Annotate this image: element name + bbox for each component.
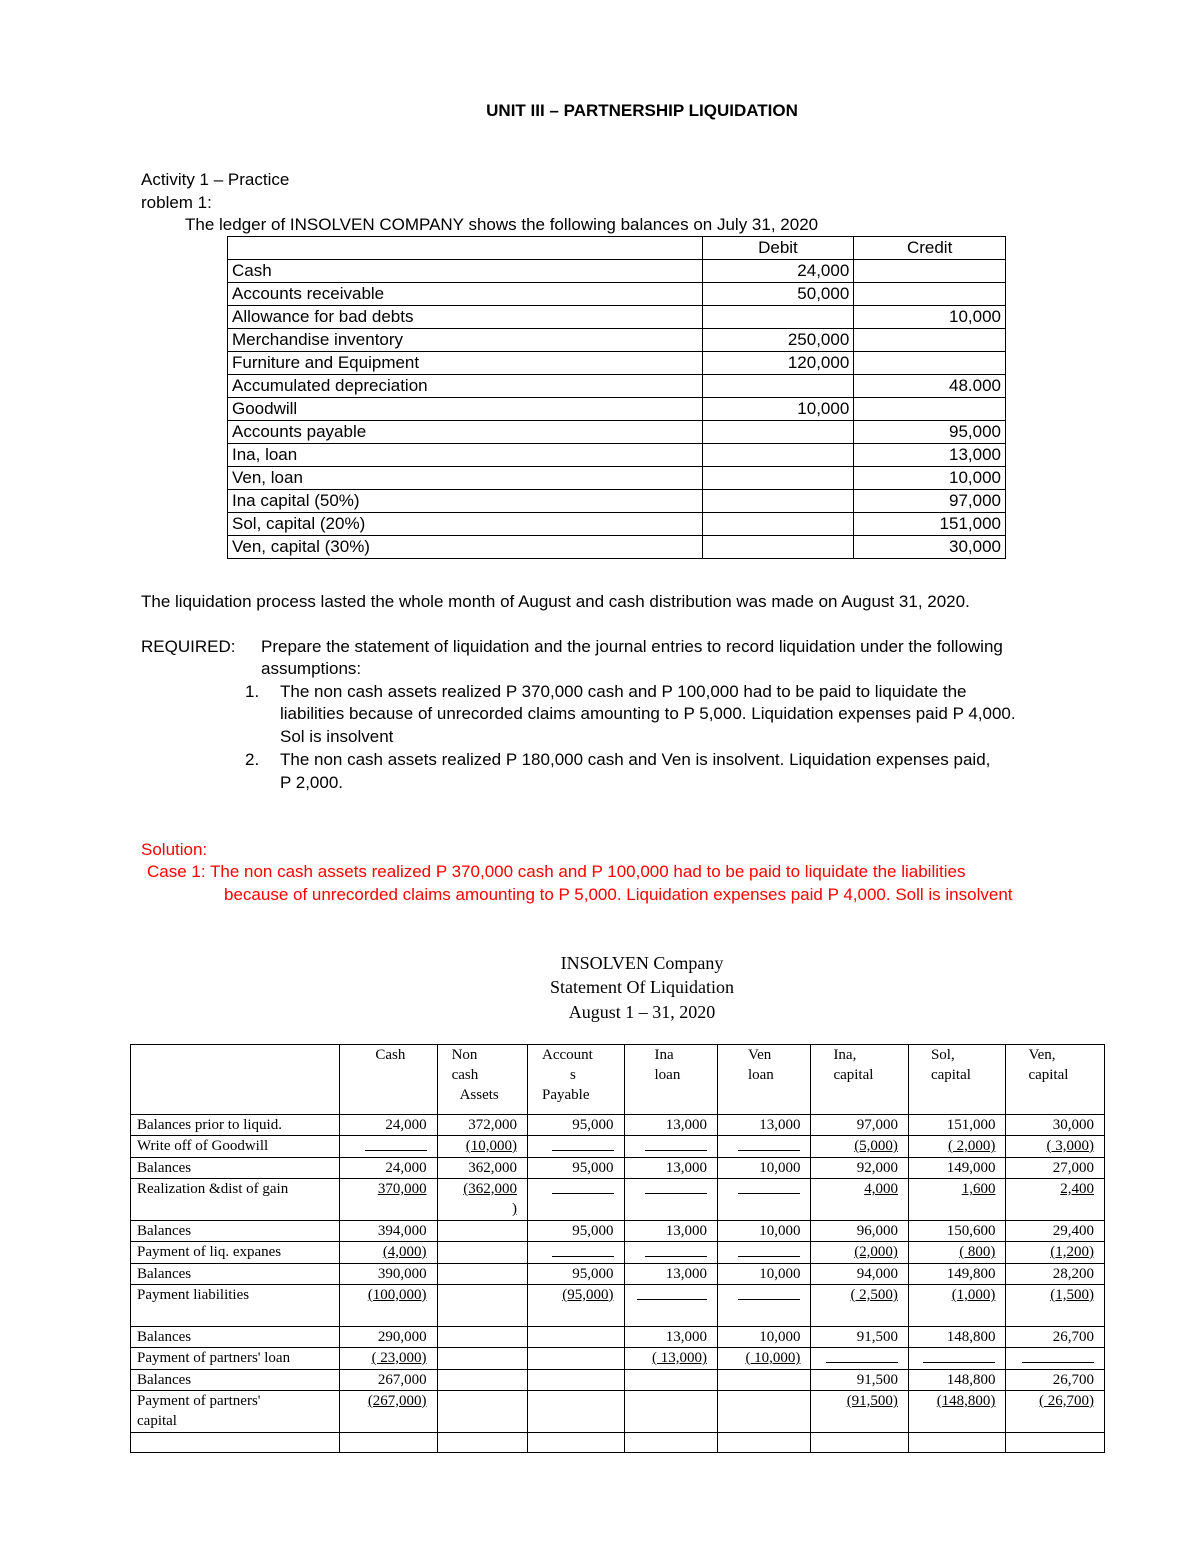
cell-noncash xyxy=(437,1327,527,1348)
assumption-number: 2. xyxy=(245,750,260,769)
ledger-credit: 10,000 xyxy=(854,467,1006,490)
cell-cash: 370,000 xyxy=(340,1179,438,1221)
ledger-account: Ven, loan xyxy=(228,467,703,490)
cell-noncash-part1: (362,000 xyxy=(463,1181,518,1197)
cell-inacap: 91,500 xyxy=(811,1327,909,1348)
underline-blank xyxy=(645,1136,707,1151)
row-label: Balances xyxy=(131,1327,340,1348)
cell-inaloan xyxy=(624,1242,717,1264)
header-inacap-l2: capital xyxy=(833,1067,874,1083)
problem-label: roblem 1: xyxy=(141,193,212,212)
empty-cell xyxy=(131,1433,340,1453)
required-line1: Prepare the statement of liquidation and the journal entries to record liquidation under the following xyxy=(261,637,1003,656)
statement-header-row xyxy=(131,1045,1105,1115)
assumption-number: 1. xyxy=(245,682,260,701)
statement-period: August 1 – 31, 2020 xyxy=(568,1002,716,1022)
cell-venloan: 10,000 xyxy=(717,1221,810,1242)
cell-solcap: (148,800) xyxy=(908,1391,1006,1433)
header-noncash xyxy=(437,1045,527,1115)
statement-row xyxy=(131,1221,1105,1242)
cell-ap xyxy=(528,1370,624,1391)
ledger-debit: 50,000 xyxy=(702,283,854,306)
liquidation-statement-table xyxy=(130,1044,1105,1453)
underline-blank xyxy=(1022,1348,1094,1363)
ledger-credit xyxy=(854,352,1006,375)
cell-venloan xyxy=(717,1370,810,1391)
ledger-credit: 97,000 xyxy=(854,490,1006,513)
empty-cell xyxy=(908,1433,1006,1453)
ledger-debit xyxy=(702,421,854,444)
ledger-row xyxy=(228,283,1006,306)
statement-row xyxy=(131,1158,1105,1179)
cell-vencap: 26,700 xyxy=(1006,1370,1105,1391)
row-label: Balances prior to liquid. xyxy=(131,1115,340,1136)
ledger-debit xyxy=(702,536,854,559)
ledger-debit xyxy=(702,375,854,398)
cell-ap xyxy=(528,1179,624,1221)
underline-blank xyxy=(365,1136,427,1151)
ledger-account: Sol, capital (20%) xyxy=(228,513,703,536)
header-vencap xyxy=(1006,1045,1105,1115)
ledger-account: Goodwill xyxy=(228,398,703,421)
header-ap-l2: s xyxy=(570,1067,576,1083)
cell-inaloan xyxy=(624,1285,717,1327)
cell-cash xyxy=(340,1136,438,1158)
cell-ap: 95,000 xyxy=(528,1221,624,1242)
cell-cash: (267,000) xyxy=(340,1391,438,1433)
cell-cash: 290,000 xyxy=(340,1327,438,1348)
cell-solcap xyxy=(908,1348,1006,1370)
ledger-credit: 13,000 xyxy=(854,444,1006,467)
cell-inaloan: 13,000 xyxy=(624,1221,717,1242)
cell-inaloan xyxy=(624,1179,717,1221)
underline-blank xyxy=(826,1348,898,1363)
cell-inacap: 96,000 xyxy=(811,1221,909,1242)
cell-inacap: 91,500 xyxy=(811,1370,909,1391)
statement-row xyxy=(131,1136,1105,1158)
ledger-row xyxy=(228,375,1006,398)
row-label: Write off of Goodwill xyxy=(131,1136,340,1158)
ledger-credit xyxy=(854,398,1006,421)
ledger-header-row xyxy=(228,237,1006,260)
cell-inaloan xyxy=(624,1136,717,1158)
cell-noncash: 362,000 xyxy=(437,1158,527,1179)
cell-venloan xyxy=(717,1391,810,1433)
solution-label: Solution: xyxy=(141,840,208,859)
assumption-line: liabilities because of unrecorded claims amounting to P 5,000. Liquidation expenses paid P 4,000. xyxy=(280,704,1016,723)
cell-inacap xyxy=(811,1348,909,1370)
header-venloan xyxy=(717,1045,810,1115)
cell-venloan xyxy=(717,1285,810,1327)
case-line-2: because of unrecorded claims amounting to P 5,000. Liquidation expenses paid P 4,000. Soll is insolvent xyxy=(224,885,1013,904)
header-noncash-l1: Non xyxy=(451,1047,478,1063)
ledger-credit: 10,000 xyxy=(854,306,1006,329)
statement-row xyxy=(131,1370,1105,1391)
cell-venloan xyxy=(717,1136,810,1158)
cell-solcap: 149,800 xyxy=(908,1264,1006,1285)
ledger-debit: 250,000 xyxy=(702,329,854,352)
header-inaloan-l1: Ina xyxy=(654,1047,674,1063)
ledger-credit: 30,000 xyxy=(854,536,1006,559)
cell-venloan: 10,000 xyxy=(717,1327,810,1348)
cell-ap: 95,000 xyxy=(528,1115,624,1136)
cell-inacap: (2,000) xyxy=(811,1242,909,1264)
cell-vencap: (1,500) xyxy=(1006,1285,1105,1327)
ledger-credit xyxy=(854,283,1006,306)
cell-vencap: ( 26,700) xyxy=(1006,1391,1105,1433)
ledger-row xyxy=(228,444,1006,467)
underline-blank xyxy=(552,1136,614,1151)
statement-row xyxy=(131,1391,1105,1433)
header-venloan-l1: Ven xyxy=(747,1047,772,1063)
row-label: Payment liabilities xyxy=(131,1285,340,1327)
cell-solcap: 150,600 xyxy=(908,1221,1006,1242)
header-inaloan xyxy=(624,1045,717,1115)
cell-noncash xyxy=(437,1285,527,1327)
cell-inaloan xyxy=(624,1370,717,1391)
row-label xyxy=(131,1391,340,1433)
cell-noncash xyxy=(437,1179,527,1221)
ledger-account: Allowance for bad debts xyxy=(228,306,703,329)
row-label: Balances xyxy=(131,1264,340,1285)
row-label: Payment of partners' loan xyxy=(131,1348,340,1370)
ledger-account: Ina capital (50%) xyxy=(228,490,703,513)
ledger-debit xyxy=(702,513,854,536)
underline-blank xyxy=(738,1285,800,1300)
cell-venloan: ( 10,000) xyxy=(717,1348,810,1370)
cell-noncash xyxy=(437,1348,527,1370)
underline-blank xyxy=(738,1179,800,1194)
empty-cell xyxy=(717,1433,810,1453)
ledger-debit: 120,000 xyxy=(702,352,854,375)
cell-solcap: 151,000 xyxy=(908,1115,1006,1136)
ledger-debit xyxy=(702,490,854,513)
cell-vencap: 26,700 xyxy=(1006,1327,1105,1348)
cell-vencap: 29,400 xyxy=(1006,1221,1105,1242)
ledger-account: Accounts receivable xyxy=(228,283,703,306)
empty-cell xyxy=(811,1433,909,1453)
underline-blank xyxy=(637,1285,707,1300)
page-title: UNIT III – PARTNERSHIP LIQUIDATION xyxy=(486,101,798,120)
cell-ap: 95,000 xyxy=(528,1264,624,1285)
cell-noncash xyxy=(437,1370,527,1391)
cell-noncash: 372,000 xyxy=(437,1115,527,1136)
cell-vencap: 30,000 xyxy=(1006,1115,1105,1136)
cell-solcap: 148,800 xyxy=(908,1370,1006,1391)
cell-inacap: (91,500) xyxy=(811,1391,909,1433)
case-line-1: Case 1: The non cash assets realized P 370,000 cash and P 100,000 had to be paid to liquidate the liabilities xyxy=(147,862,966,881)
header-vencap-l2: capital xyxy=(1028,1067,1069,1083)
cell-cash: 390,000 xyxy=(340,1264,438,1285)
liquidation-note: The liquidation process lasted the whole month of August and cash distribution was made on August 31, 2020. xyxy=(141,592,970,611)
underline-blank xyxy=(552,1179,614,1194)
cell-ap: 95,000 xyxy=(528,1158,624,1179)
ledger-header-debit: Debit xyxy=(702,237,854,260)
cell-vencap: (1,200) xyxy=(1006,1242,1105,1264)
cell-vencap: 28,200 xyxy=(1006,1264,1105,1285)
cell-inacap: 97,000 xyxy=(811,1115,909,1136)
statement-name: Statement Of Liquidation xyxy=(550,977,734,997)
cell-inacap: (5,000) xyxy=(811,1136,909,1158)
ledger-account: Accounts payable xyxy=(228,421,703,444)
header-vencap-l1: Ven, xyxy=(1028,1047,1056,1063)
ledger-row xyxy=(228,421,1006,444)
cell-venloan xyxy=(717,1179,810,1221)
ledger-account: Furniture and Equipment xyxy=(228,352,703,375)
assumption-line: Sol is insolvent xyxy=(280,727,394,746)
header-noncash-l2: cash xyxy=(451,1067,479,1083)
header-inaloan-l2: loan xyxy=(654,1067,681,1083)
ledger-intro: The ledger of INSOLVEN COMPANY shows the following balances on July 31, 2020 xyxy=(185,215,819,234)
row-label: Balances xyxy=(131,1158,340,1179)
cell-solcap: 1,600 xyxy=(908,1179,1006,1221)
statement-company: INSOLVEN Company xyxy=(560,953,724,973)
cell-noncash xyxy=(437,1221,527,1242)
ledger-row xyxy=(228,536,1006,559)
cell-cash: 24,000 xyxy=(340,1115,438,1136)
cell-solcap: (1,000) xyxy=(908,1285,1006,1327)
statement-row xyxy=(131,1327,1105,1348)
cell-inaloan: 13,000 xyxy=(624,1327,717,1348)
cell-ap: (95,000) xyxy=(528,1285,624,1327)
header-noncash-l3: Assets xyxy=(459,1087,499,1103)
cell-ap xyxy=(528,1242,624,1264)
cell-vencap: 2,400 xyxy=(1006,1179,1105,1221)
cell-noncash xyxy=(437,1242,527,1264)
header-inacap xyxy=(811,1045,909,1115)
activity-label: Activity 1 – Practice xyxy=(141,170,290,189)
header-blank xyxy=(131,1045,340,1115)
ledger-row xyxy=(228,398,1006,421)
ledger-credit xyxy=(854,260,1006,283)
underline-blank xyxy=(738,1242,800,1257)
empty-cell xyxy=(437,1433,527,1453)
assumption-line: The non cash assets realized P 370,000 cash and P 100,000 had to be paid to liquidate the xyxy=(280,682,967,701)
header-ap-l3: Payable xyxy=(542,1087,590,1103)
cell-noncash xyxy=(437,1391,527,1433)
header-solcap xyxy=(908,1045,1006,1115)
cell-solcap: 148,800 xyxy=(908,1327,1006,1348)
assumption-line: P 2,000. xyxy=(280,773,344,792)
ledger-row xyxy=(228,352,1006,375)
cell-inaloan: 13,000 xyxy=(624,1264,717,1285)
header-ap xyxy=(528,1045,624,1115)
ledger-row xyxy=(228,260,1006,283)
ledger-account: Merchandise inventory xyxy=(228,329,703,352)
cell-ap xyxy=(528,1136,624,1158)
ledger-debit xyxy=(702,467,854,490)
ledger-row xyxy=(228,467,1006,490)
cell-inaloan: 13,000 xyxy=(624,1158,717,1179)
header-solcap-l1: Sol, xyxy=(930,1047,955,1063)
header-cash: Cash xyxy=(340,1045,438,1115)
ledger-account: Ina, loan xyxy=(228,444,703,467)
cell-noncash xyxy=(437,1264,527,1285)
ledger-row xyxy=(228,513,1006,536)
cell-inacap: 92,000 xyxy=(811,1158,909,1179)
ledger-credit: 95,000 xyxy=(854,421,1006,444)
ledger-row xyxy=(228,490,1006,513)
underline-blank xyxy=(552,1242,614,1257)
underline-blank xyxy=(645,1242,707,1257)
ledger-account: Ven, capital (30%) xyxy=(228,536,703,559)
underline-blank xyxy=(738,1136,800,1151)
header-solcap-l2: capital xyxy=(930,1067,971,1083)
cell-noncash-part2: ) xyxy=(512,1201,518,1217)
cell-cash: 394,000 xyxy=(340,1221,438,1242)
ledger-credit: 48.000 xyxy=(854,375,1006,398)
ledger-account: Accumulated depreciation xyxy=(228,375,703,398)
cell-inacap: 4,000 xyxy=(811,1179,909,1221)
empty-cell xyxy=(1006,1433,1105,1453)
cell-inaloan xyxy=(624,1391,717,1433)
underline-blank xyxy=(645,1179,707,1194)
row-label-line1: Payment of partners' xyxy=(137,1393,261,1409)
assumption-line: The non cash assets realized P 180,000 cash and Ven is insolvent. Liquidation expenses paid, xyxy=(280,750,991,769)
required-label: REQUIRED: xyxy=(141,637,236,656)
header-venloan-l2: loan xyxy=(747,1067,774,1083)
ledger-row xyxy=(228,329,1006,352)
cell-ap xyxy=(528,1327,624,1348)
statement-row xyxy=(131,1348,1105,1370)
cell-vencap: 27,000 xyxy=(1006,1158,1105,1179)
ledger-credit: 151,000 xyxy=(854,513,1006,536)
ledger-row xyxy=(228,306,1006,329)
statement-row-empty xyxy=(131,1433,1105,1453)
empty-cell xyxy=(624,1433,717,1453)
ledger-credit xyxy=(854,329,1006,352)
row-label: Balances xyxy=(131,1370,340,1391)
ledger-debit: 24,000 xyxy=(702,260,854,283)
cell-inaloan: 13,000 xyxy=(624,1115,717,1136)
cell-inacap: ( 2,500) xyxy=(811,1285,909,1327)
statement-row xyxy=(131,1242,1105,1264)
row-label: Balances xyxy=(131,1221,340,1242)
cell-vencap: ( 3,000) xyxy=(1006,1136,1105,1158)
underline-blank xyxy=(923,1348,995,1363)
cell-cash: (4,000) xyxy=(340,1242,438,1264)
empty-cell xyxy=(340,1433,438,1453)
ledger-debit xyxy=(702,444,854,467)
cell-solcap: ( 800) xyxy=(908,1242,1006,1264)
row-label: Realization &dist of gain xyxy=(131,1179,340,1221)
ledger-debit: 10,000 xyxy=(702,398,854,421)
required-line2: assumptions: xyxy=(261,659,362,678)
cell-venloan xyxy=(717,1242,810,1264)
cell-cash: (100,000) xyxy=(340,1285,438,1327)
header-ap-l1: Account xyxy=(542,1047,593,1063)
cell-venloan: 13,000 xyxy=(717,1115,810,1136)
statement-row xyxy=(131,1285,1105,1327)
cell-ap xyxy=(528,1391,624,1433)
cell-venloan: 10,000 xyxy=(717,1158,810,1179)
cell-cash: 24,000 xyxy=(340,1158,438,1179)
cell-solcap: 149,000 xyxy=(908,1158,1006,1179)
cell-vencap xyxy=(1006,1348,1105,1370)
ledger-header-account xyxy=(228,237,703,260)
statement-row xyxy=(131,1115,1105,1136)
empty-cell xyxy=(528,1433,624,1453)
ledger-header-credit: Credit xyxy=(854,237,1006,260)
ledger-account: Cash xyxy=(228,260,703,283)
row-label-line2: capital xyxy=(137,1413,177,1429)
cell-noncash: (10,000) xyxy=(437,1136,527,1158)
ledger-table xyxy=(227,236,1006,559)
row-label: Payment of liq. expanes xyxy=(131,1242,340,1264)
cell-cash: 267,000 xyxy=(340,1370,438,1391)
cell-inacap: 94,000 xyxy=(811,1264,909,1285)
cell-ap xyxy=(528,1348,624,1370)
header-inacap-l1: Ina, xyxy=(833,1047,857,1063)
cell-venloan: 10,000 xyxy=(717,1264,810,1285)
cell-cash: ( 23,000) xyxy=(340,1348,438,1370)
ledger-debit xyxy=(702,306,854,329)
statement-row xyxy=(131,1264,1105,1285)
statement-row xyxy=(131,1179,1105,1221)
cell-solcap: ( 2,000) xyxy=(908,1136,1006,1158)
cell-inaloan: ( 13,000) xyxy=(624,1348,717,1370)
